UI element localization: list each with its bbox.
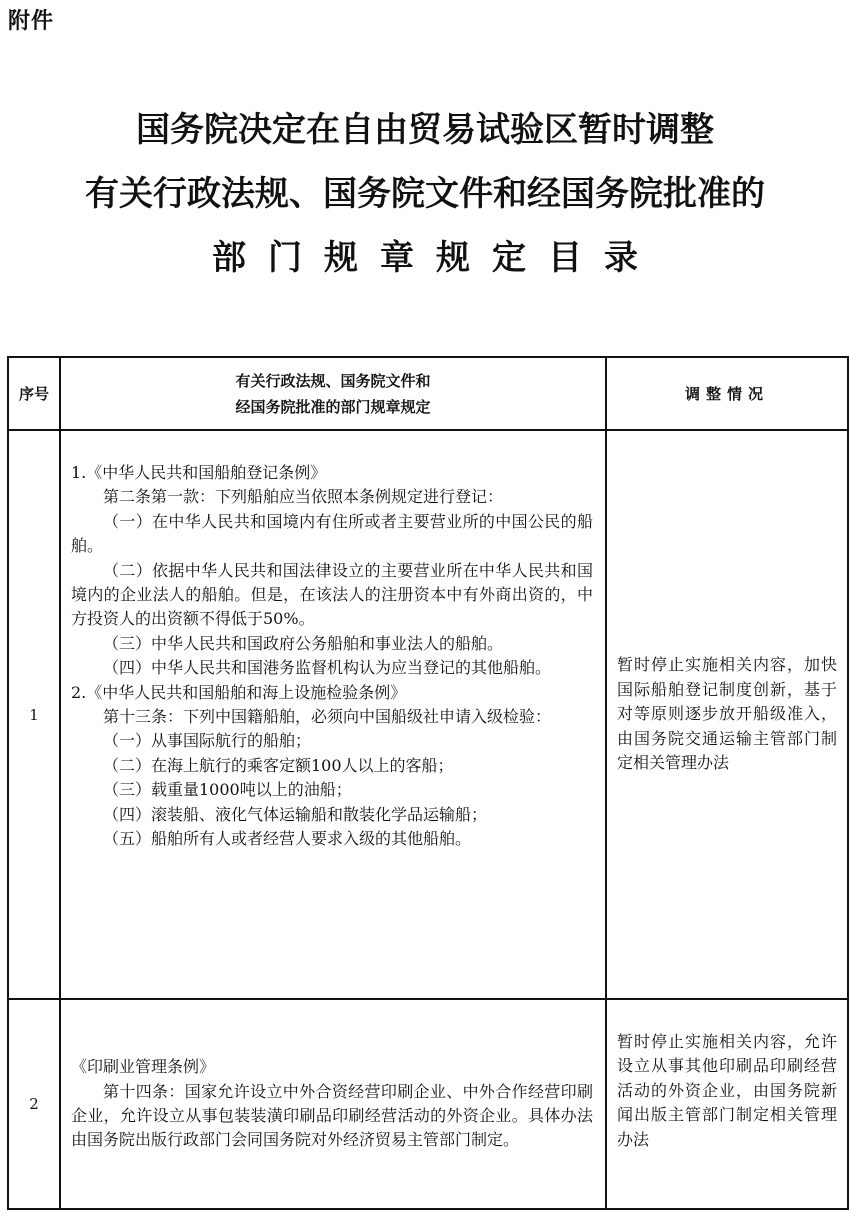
regulation-title: 《印刷业管理条例》 [71,1057,216,1077]
title-line-3: 部门规章规定目录 [212,238,660,278]
regulation-cell [60,430,606,999]
header-adjustment: 调整情况 [606,357,848,430]
regulation-title: 1.《中华人民共和国船舶登记条例》 [71,463,327,482]
regulation-clause: 第十三条：下列中国籍船舶，必须向中国船级社申请入级检验： [103,707,552,727]
header-regulation-line-1: 有关行政法规、国务院文件和 [235,371,431,390]
regulation-item: （三）载重量1000吨以上的油船； [103,780,352,800]
regulation-cell [60,999,606,1209]
regulation-item: （二）依据中华人民共和国法律设立的主要营业所在中华人民共和国境内的企业法人的船舶。但是，在该法人的注册资本中有外商出资的，中方投资人的出资额不得低于50%。 [71,560,593,629]
title-line-1: 国务院决定在自由贸易试验区暂时调整 [136,110,714,150]
row-number: 2 [8,999,60,1209]
regulation-title: 2.《中华人民共和国船舶和海上设施检验条例》 [71,682,407,702]
table-row [8,999,848,1209]
regulation-item: （一）从事国际航行的船舶； [103,731,312,751]
regulation-item: （四）滚装船、液化气体运输船和散装化学品运输船； [103,804,488,824]
attachment-label: 附件 [8,9,55,34]
regulation-item: （二）在海上航行的乘客定额100人以上的客船； [103,755,454,775]
adjustment-cell [606,430,848,999]
regulation-item: （五）船舶所有人或者经营人要求入级的其他船舶。 [103,829,472,849]
table-header-row [8,357,848,430]
header-regulation [60,357,606,430]
row-number: 1 [8,430,60,999]
title-line-2: 有关行政法规、国务院文件和经国务院批准的 [85,174,765,214]
header-regulation-line-2: 经国务院批准的部门规章规定 [235,397,431,416]
adjustment-text: 暂时停止实施相关内容，加快国际船舶登记制度创新，基于对等原则逐步放开船级准入，由国务院交通运输主管部门制定相关管理办法 [617,655,837,773]
regulation-table [7,356,849,1210]
regulation-item: （一）在中华人民共和国境内有住所或者主要营业所的中国公民的船舶。 [71,511,593,556]
document-title [0,98,850,290]
header-number: 序号 [8,357,60,430]
regulation-item: （三）中华人民共和国政府公务船舶和事业法人的船舶。 [103,633,504,653]
regulation-item: （四）中华人民共和国港务监督机构认为应当登记的其他船舶。 [103,658,552,678]
table-row [8,430,848,999]
regulation-clause: 第十四条：国家允许设立中外合资经营印刷企业、中外合作经营印刷企业，允许设立从事包装装潢印刷品印刷经营活动的外资企业。具体办法由国务院出版行政部门会同国务院对外经济贸易主管部门制定。 [71,1081,593,1150]
adjustment-text: 暂时停止实施相关内容，允许设立从事其他印刷品印刷经营活动的外资企业，由国务院新闻出版主管部门制定相关管理办法 [617,1032,837,1149]
regulation-clause: 第二条第一款：下列船舶应当依照本条例规定进行登记： [103,487,504,507]
adjustment-cell [606,999,848,1209]
